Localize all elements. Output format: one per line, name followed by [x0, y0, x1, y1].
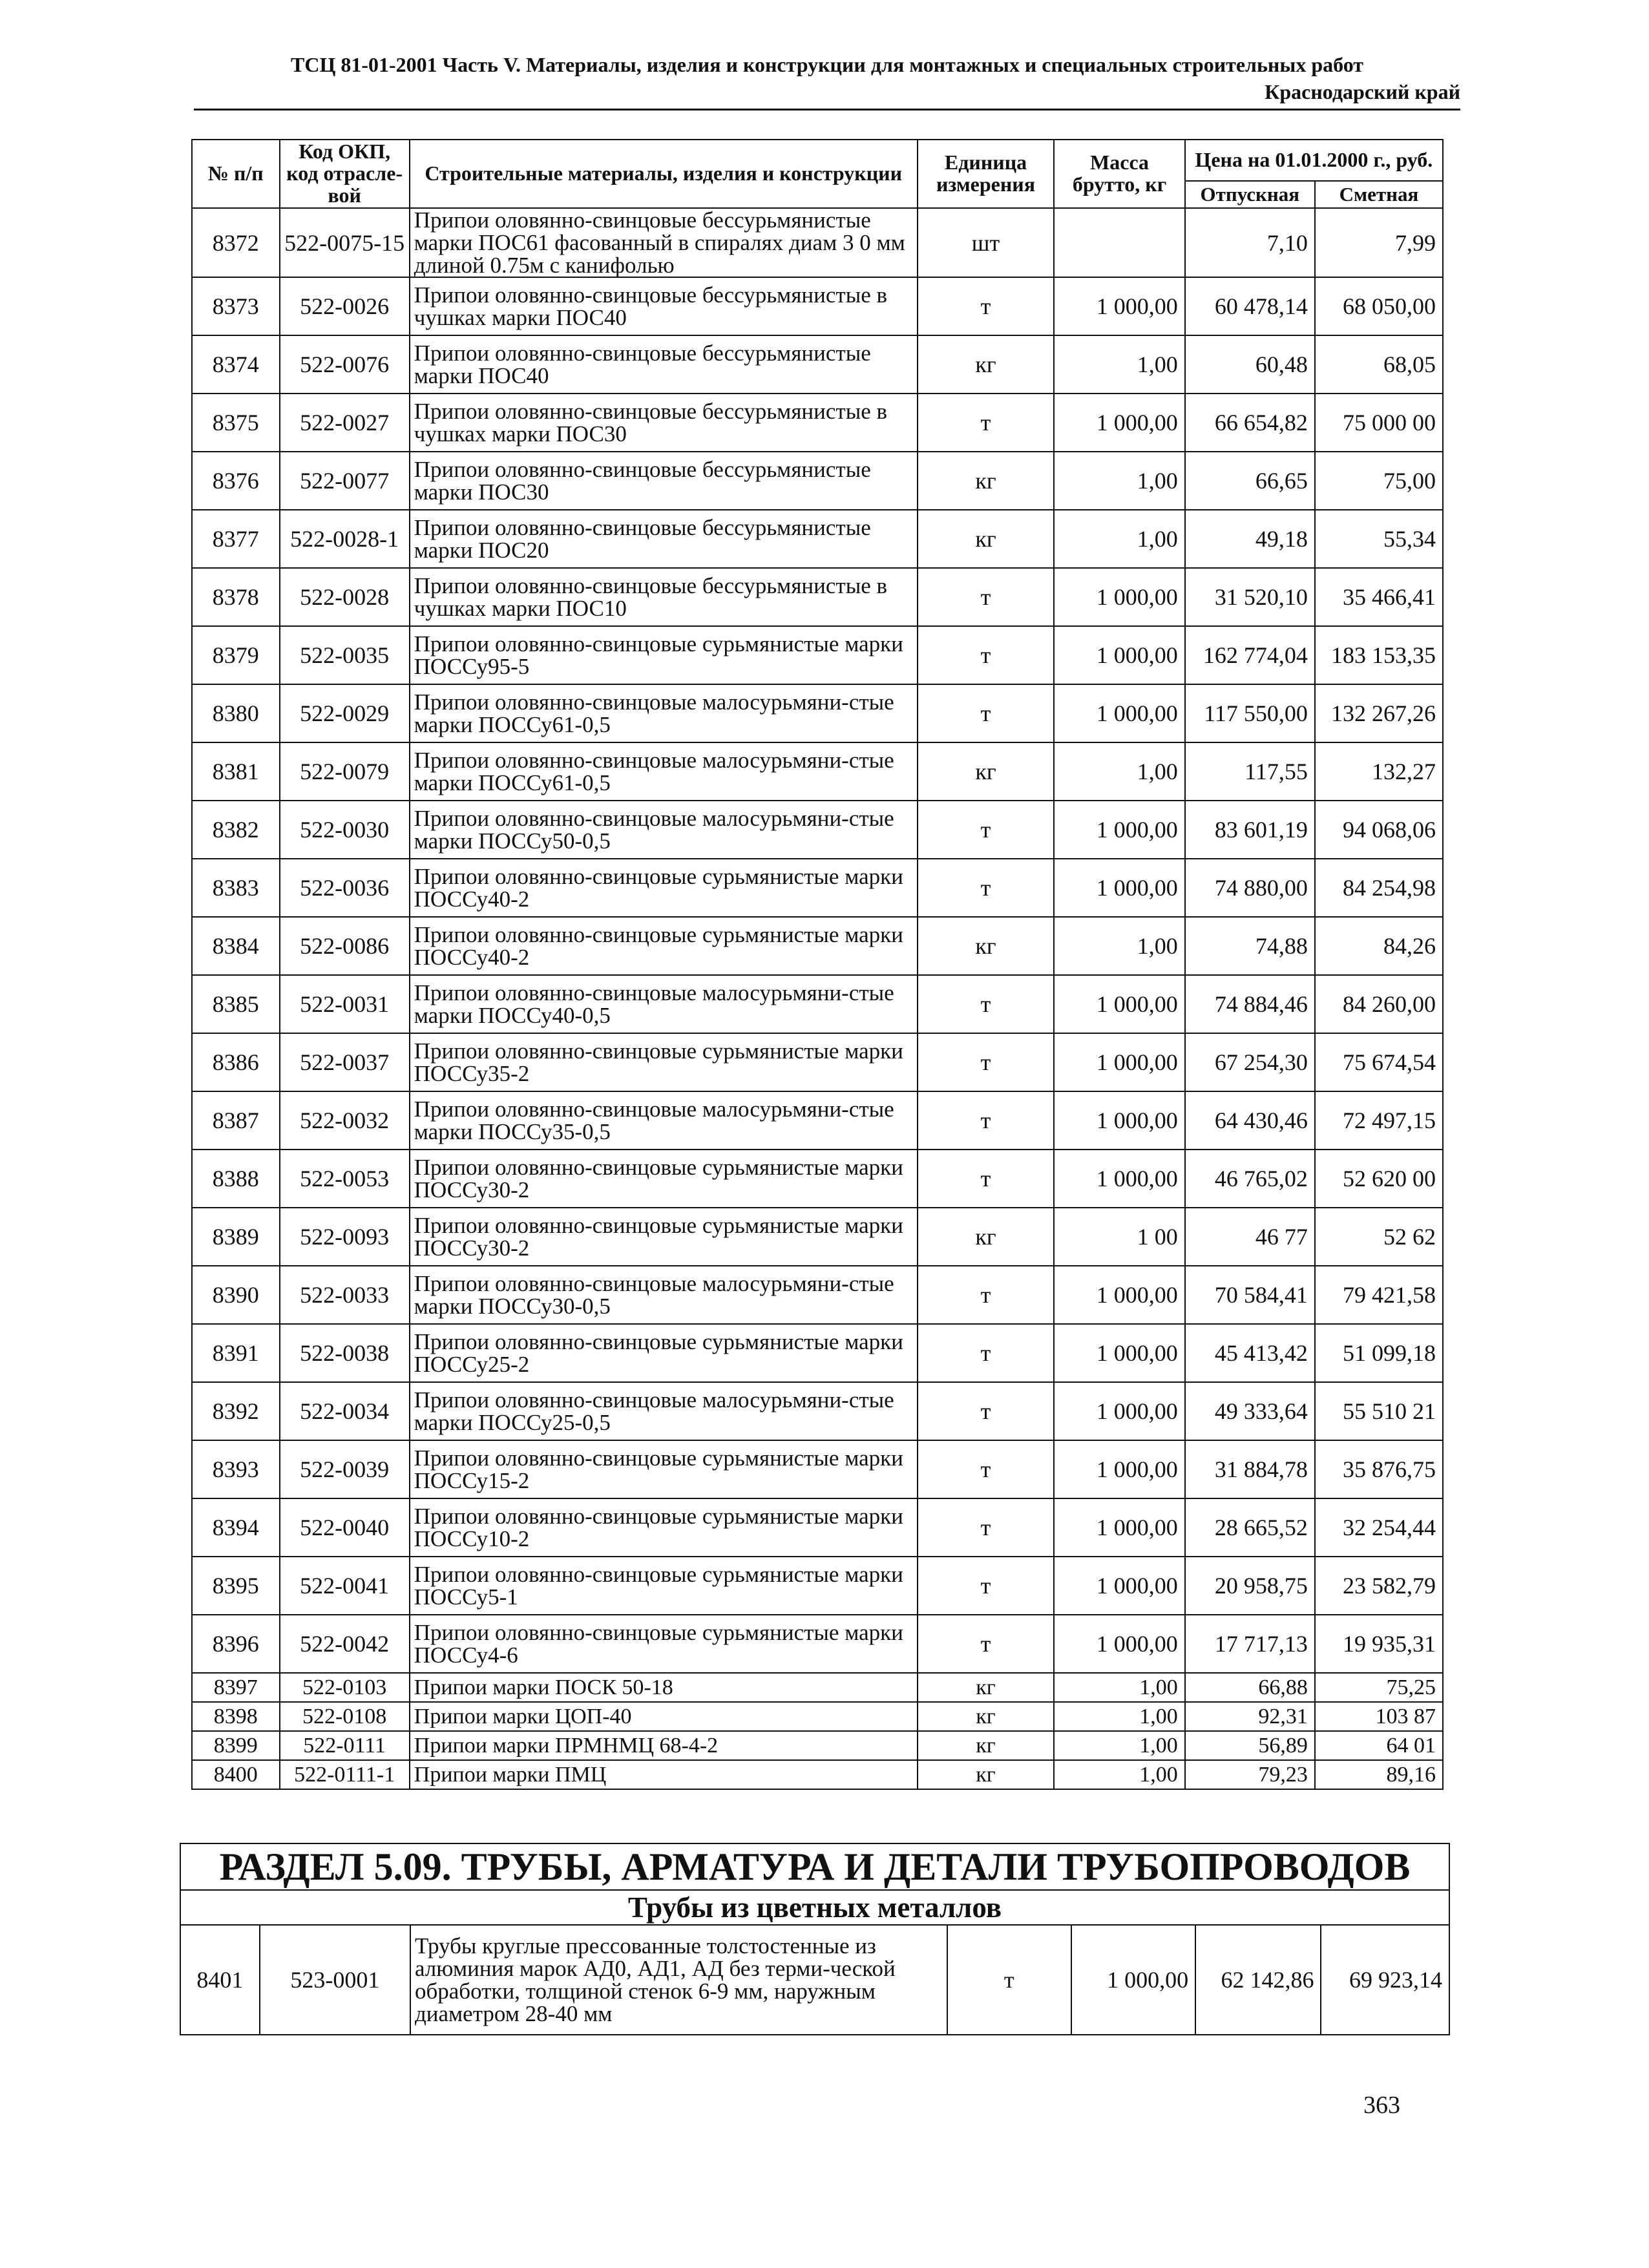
cell-unit: т	[947, 1925, 1071, 2035]
cell-code: 522-0041	[280, 1557, 410, 1615]
cell-release-price: 28 665,52	[1185, 1498, 1315, 1557]
cell-name: Припои оловянно-свинцовые малосурьмяни-стые марки ПОССу61-0,5	[410, 742, 918, 801]
cell-name: Припои оловянно-свинцовые бессурьмянистые в чушках марки ПОС30	[410, 394, 918, 452]
cell-name: Припои оловянно-свинцовые малосурьмяни-стые марки ПОССу30-0,5	[410, 1266, 918, 1324]
cell-estimate-price: 75,00	[1315, 452, 1443, 510]
cell-mass: 1 000,00	[1054, 975, 1184, 1033]
cell-release-price: 92,31	[1185, 1702, 1315, 1731]
table-row	[192, 568, 1443, 626]
cell-name: Припои оловянно-свинцовые сурьмянистые марки ПОССу35-2	[410, 1033, 918, 1091]
cell-mass: 1 000,00	[1054, 277, 1184, 335]
cell-unit: кг	[918, 1673, 1055, 1702]
cell-name: Припои оловянно-свинцовые малосурьмяни-стые марки ПОССу50-0,5	[410, 801, 918, 859]
table-row	[192, 1324, 1443, 1382]
cell-name: Припои оловянно-свинцовые сурьмянистые марки ПОССу15-2	[410, 1440, 918, 1498]
cell-unit: т	[918, 1033, 1055, 1091]
col-header-code: Код ОКП, код отрасле-вой	[280, 140, 410, 208]
cell-code: 522-0028-1	[280, 510, 410, 568]
cell-code: 522-0077	[280, 452, 410, 510]
cell-mass: 1 000,00	[1054, 568, 1184, 626]
cell-name: Припои оловянно-свинцовые сурьмянистые марки ПОССу4-6	[410, 1615, 918, 1673]
cell-num: 8377	[192, 510, 280, 568]
section-table	[180, 1843, 1450, 2035]
cell-name: Припои оловянно-свинцовые сурьмянистые марки ПОССу95-5	[410, 626, 918, 684]
cell-num: 8395	[192, 1557, 280, 1615]
cell-code: 522-0031	[280, 975, 410, 1033]
table-row	[192, 626, 1443, 684]
cell-mass: 1,00	[1054, 1702, 1184, 1731]
cell-unit: т	[918, 1150, 1055, 1208]
cell-release-price: 66 654,82	[1185, 394, 1315, 452]
table-row	[192, 684, 1443, 742]
cell-name: Припои марки ПОСК 50-18	[410, 1673, 918, 1702]
cell-name: Припои оловянно-свинцовые малосурьмяни-стые марки ПОССу35-0,5	[410, 1091, 918, 1150]
table-row	[192, 1033, 1443, 1091]
cell-estimate-price: 84,26	[1315, 917, 1443, 975]
cell-estimate-price: 68 050,00	[1315, 277, 1443, 335]
cell-unit: т	[918, 1557, 1055, 1615]
cell-mass	[1054, 208, 1184, 277]
cell-code: 522-0111-1	[280, 1760, 410, 1789]
cell-unit: т	[918, 1324, 1055, 1382]
cell-code: 522-0029	[280, 684, 410, 742]
cell-code: 522-0108	[280, 1702, 410, 1731]
cell-code: 522-0037	[280, 1033, 410, 1091]
cell-mass: 1 00	[1054, 1208, 1184, 1266]
cell-estimate-price: 89,16	[1315, 1760, 1443, 1789]
cell-num: 8380	[192, 684, 280, 742]
cell-name: Припои оловянно-свинцовые бессурьмянистые марки ПОС40	[410, 335, 918, 394]
cell-release-price: 56,89	[1185, 1731, 1315, 1760]
cell-name: Припои оловянно-свинцовые сурьмянистые марки ПОССу10-2	[410, 1498, 918, 1557]
cell-code: 522-0035	[280, 626, 410, 684]
table-row	[192, 1557, 1443, 1615]
cell-mass: 1,00	[1054, 510, 1184, 568]
cell-release-price: 62 142,86	[1195, 1925, 1321, 2035]
cell-code: 522-0030	[280, 801, 410, 859]
table-row	[192, 1091, 1443, 1150]
cell-estimate-price: 52 62	[1315, 1208, 1443, 1266]
cell-unit: т	[918, 1498, 1055, 1557]
cell-mass: 1 000,00	[1054, 1615, 1184, 1673]
cell-mass: 1,00	[1054, 917, 1184, 975]
cell-name: Припои оловянно-свинцовые бессурьмянистые марки ПОС20	[410, 510, 918, 568]
cell-name: Трубы круглые прессованные толстостенные из алюминия марок АД0, АД1, АД без терми-ческой обработки, толщиной стенок 6-9 мм, наружным диаметром 28-40 мм	[410, 1925, 947, 2035]
cell-code: 522-0032	[280, 1091, 410, 1150]
cell-mass: 1,00	[1054, 1731, 1184, 1760]
cell-mass: 1,00	[1054, 1760, 1184, 1789]
cell-unit: кг	[918, 1208, 1055, 1266]
cell-code: 522-0075-15	[280, 208, 410, 277]
cell-mass: 1 000,00	[1071, 1925, 1195, 2035]
cell-release-price: 66,65	[1185, 452, 1315, 510]
cell-num: 8391	[192, 1324, 280, 1382]
table-row	[192, 917, 1443, 975]
cell-name: Припои марки ЦОП-40	[410, 1702, 918, 1731]
cell-num: 8390	[192, 1266, 280, 1324]
header-rule	[194, 109, 1460, 110]
cell-name: Припои оловянно-свинцовые бессурьмянистые в чушках марки ПОС40	[410, 277, 918, 335]
cell-num: 8396	[192, 1615, 280, 1673]
cell-mass: 1 000,00	[1054, 626, 1184, 684]
cell-release-price: 49,18	[1185, 510, 1315, 568]
cell-unit: т	[918, 394, 1055, 452]
cell-estimate-price: 55,34	[1315, 510, 1443, 568]
cell-estimate-price: 68,05	[1315, 335, 1443, 394]
table-row	[192, 1266, 1443, 1324]
cell-num: 8386	[192, 1033, 280, 1091]
cell-mass: 1 000,00	[1054, 1440, 1184, 1498]
cell-code: 522-0093	[280, 1208, 410, 1266]
cell-num: 8385	[192, 975, 280, 1033]
section-title: РАЗДЕЛ 5.09. ТРУБЫ, АРМАТУРА И ДЕТАЛИ ТРУБОПРОВОДОВ	[180, 1843, 1449, 1890]
table-row	[192, 1440, 1443, 1498]
cell-num: 8375	[192, 394, 280, 452]
cell-unit: кг	[918, 1731, 1055, 1760]
cell-name: Припои оловянно-свинцовые сурьмянистые марки ПОССу30-2	[410, 1208, 918, 1266]
cell-mass: 1,00	[1054, 452, 1184, 510]
price-table	[191, 139, 1444, 1790]
cell-name: Припои оловянно-свинцовые малосурьмяни-стые марки ПОССу61-0,5	[410, 684, 918, 742]
cell-release-price: 74,88	[1185, 917, 1315, 975]
table-row	[192, 1760, 1443, 1789]
cell-mass: 1 000,00	[1054, 1324, 1184, 1382]
cell-code: 522-0076	[280, 335, 410, 394]
cell-code: 522-0026	[280, 277, 410, 335]
cell-release-price: 31 520,10	[1185, 568, 1315, 626]
cell-estimate-price: 23 582,79	[1315, 1557, 1443, 1615]
cell-mass: 1 000,00	[1054, 801, 1184, 859]
cell-release-price: 64 430,46	[1185, 1091, 1315, 1150]
cell-unit: т	[918, 1091, 1055, 1150]
cell-code: 522-0039	[280, 1440, 410, 1498]
cell-name: Припои оловянно-свинцовые бессурьмянистые в чушках марки ПОС10	[410, 568, 918, 626]
cell-unit: шт	[918, 208, 1055, 277]
cell-num: 8379	[192, 626, 280, 684]
cell-estimate-price: 75,25	[1315, 1673, 1443, 1702]
cell-mass: 1 000,00	[1054, 1266, 1184, 1324]
col-header-num: № п/п	[192, 140, 280, 208]
table-row	[192, 801, 1443, 859]
cell-unit: кг	[918, 742, 1055, 801]
cell-release-price: 31 884,78	[1185, 1440, 1315, 1498]
cell-estimate-price: 79 421,58	[1315, 1266, 1443, 1324]
table-row	[180, 1925, 1449, 2035]
page-number: 363	[1363, 2092, 1400, 2119]
cell-release-price: 49 333,64	[1185, 1382, 1315, 1440]
cell-num: 8376	[192, 452, 280, 510]
cell-unit: т	[918, 568, 1055, 626]
table-row	[192, 1731, 1443, 1760]
cell-name: Припои марки ПМЦ	[410, 1760, 918, 1789]
cell-release-price: 83 601,19	[1185, 801, 1315, 859]
table-row	[192, 975, 1443, 1033]
cell-num: 8398	[192, 1702, 280, 1731]
cell-unit: т	[918, 277, 1055, 335]
cell-mass: 1 000,00	[1054, 1382, 1184, 1440]
cell-estimate-price: 84 254,98	[1315, 859, 1443, 917]
cell-estimate-price: 132,27	[1315, 742, 1443, 801]
cell-mass: 1 000,00	[1054, 684, 1184, 742]
cell-mass: 1 000,00	[1054, 1150, 1184, 1208]
cell-release-price: 46 77	[1185, 1208, 1315, 1266]
cell-estimate-price: 94 068,06	[1315, 801, 1443, 859]
col-header-release: Отпускная	[1185, 181, 1315, 208]
cell-code: 522-0034	[280, 1382, 410, 1440]
cell-unit: т	[918, 1266, 1055, 1324]
cell-unit: т	[918, 801, 1055, 859]
cell-mass: 1 000,00	[1054, 1033, 1184, 1091]
cell-release-price: 74 884,46	[1185, 975, 1315, 1033]
cell-estimate-price: 72 497,15	[1315, 1091, 1443, 1150]
cell-estimate-price: 132 267,26	[1315, 684, 1443, 742]
cell-name: Припои оловянно-свинцовые бессурьмянистые марки ПОС61 фасованный в спиралях диам 3 0 мм длиной 0.75м с канифолью	[410, 208, 918, 277]
cell-release-price: 17 717,13	[1185, 1615, 1315, 1673]
cell-estimate-price: 64 01	[1315, 1731, 1443, 1760]
cell-num: 8373	[192, 277, 280, 335]
table-row	[192, 1615, 1443, 1673]
cell-mass: 1 000,00	[1054, 859, 1184, 917]
cell-unit: кг	[918, 1760, 1055, 1789]
cell-unit: т	[918, 684, 1055, 742]
cell-release-price: 117,55	[1185, 742, 1315, 801]
cell-code: 522-0038	[280, 1324, 410, 1382]
cell-estimate-price: 183 153,35	[1315, 626, 1443, 684]
cell-mass: 1,00	[1054, 1673, 1184, 1702]
cell-release-price: 7,10	[1185, 208, 1315, 277]
cell-code: 522-0111	[280, 1731, 410, 1760]
cell-name: Припои оловянно-свинцовые малосурьмяни-стые марки ПОССу25-0,5	[410, 1382, 918, 1440]
cell-code: 522-0033	[280, 1266, 410, 1324]
cell-estimate-price: 52 620 00	[1315, 1150, 1443, 1208]
cell-mass: 1,00	[1054, 742, 1184, 801]
cell-num: 8382	[192, 801, 280, 859]
document-header: ТСЦ 81-01-2001 Часть V. Материалы, изделия и конструкции для монтажных и специальных строительных работ	[290, 53, 1364, 76]
cell-code: 522-0027	[280, 394, 410, 452]
cell-release-price: 117 550,00	[1185, 684, 1315, 742]
cell-estimate-price: 32 254,44	[1315, 1498, 1443, 1557]
cell-code: 522-0053	[280, 1150, 410, 1208]
cell-code: 523-0001	[260, 1925, 410, 2035]
cell-name: Припои оловянно-свинцовые сурьмянистые марки ПОССу25-2	[410, 1324, 918, 1382]
cell-estimate-price: 55 510 21	[1315, 1382, 1443, 1440]
table-row	[192, 1702, 1443, 1731]
cell-release-price: 67 254,30	[1185, 1033, 1315, 1091]
cell-code: 522-0103	[280, 1673, 410, 1702]
cell-num: 8389	[192, 1208, 280, 1266]
cell-unit: кг	[918, 1702, 1055, 1731]
cell-num: 8378	[192, 568, 280, 626]
cell-mass: 1 000,00	[1054, 1498, 1184, 1557]
col-header-estimate: Сметная	[1315, 181, 1443, 208]
col-header-unit: Единица измерения	[918, 140, 1055, 208]
table-row	[192, 335, 1443, 394]
table-row	[192, 742, 1443, 801]
cell-estimate-price: 19 935,31	[1315, 1615, 1443, 1673]
table-row	[192, 277, 1443, 335]
table-row	[192, 394, 1443, 452]
cell-num: 8381	[192, 742, 280, 801]
cell-num: 8399	[192, 1731, 280, 1760]
cell-name: Припои оловянно-свинцовые малосурьмяни-стые марки ПОССу40-0,5	[410, 975, 918, 1033]
cell-release-price: 74 880,00	[1185, 859, 1315, 917]
cell-mass: 1 000,00	[1054, 1091, 1184, 1150]
cell-name: Припои оловянно-свинцовые сурьмянистые марки ПОССу30-2	[410, 1150, 918, 1208]
col-header-name: Строительные материалы, изделия и конструкции	[410, 140, 918, 208]
cell-num: 8392	[192, 1382, 280, 1440]
table-row	[192, 859, 1443, 917]
cell-unit: кг	[918, 452, 1055, 510]
cell-num: 8400	[192, 1760, 280, 1789]
cell-estimate-price: 35 466,41	[1315, 568, 1443, 626]
table-row	[192, 452, 1443, 510]
cell-num: 8372	[192, 208, 280, 277]
cell-num: 8374	[192, 335, 280, 394]
table-row	[192, 1150, 1443, 1208]
cell-unit: т	[918, 859, 1055, 917]
col-header-mass: Масса брутто, кг	[1054, 140, 1184, 208]
cell-unit: кг	[918, 917, 1055, 975]
cell-release-price: 46 765,02	[1185, 1150, 1315, 1208]
cell-unit: т	[918, 626, 1055, 684]
cell-num: 8383	[192, 859, 280, 917]
cell-release-price: 20 958,75	[1185, 1557, 1315, 1615]
section-subtitle: Трубы из цветных металлов	[180, 1890, 1449, 1925]
cell-name: Припои оловянно-свинцовые сурьмянистые марки ПОССу40-2	[410, 917, 918, 975]
cell-code: 522-0028	[280, 568, 410, 626]
region-label: Краснодарский край	[1265, 80, 1460, 103]
cell-name: Припои оловянно-свинцовые сурьмянистые марки ПОССу40-2	[410, 859, 918, 917]
cell-unit: кг	[918, 335, 1055, 394]
cell-unit: кг	[918, 510, 1055, 568]
col-header-price: Цена на 01.01.2000 г., руб.	[1185, 140, 1443, 181]
cell-mass: 1 000,00	[1054, 1557, 1184, 1615]
cell-estimate-price: 75 674,54	[1315, 1033, 1443, 1091]
table-row	[192, 510, 1443, 568]
cell-num: 8388	[192, 1150, 280, 1208]
cell-estimate-price: 7,99	[1315, 208, 1443, 277]
cell-code: 522-0040	[280, 1498, 410, 1557]
cell-code: 522-0079	[280, 742, 410, 801]
cell-release-price: 60 478,14	[1185, 277, 1315, 335]
cell-unit: т	[918, 1382, 1055, 1440]
cell-release-price: 60,48	[1185, 335, 1315, 394]
cell-estimate-price: 103 87	[1315, 1702, 1443, 1731]
cell-release-price: 66,88	[1185, 1673, 1315, 1702]
cell-mass: 1 000,00	[1054, 394, 1184, 452]
cell-estimate-price: 84 260,00	[1315, 975, 1443, 1033]
cell-num: 8394	[192, 1498, 280, 1557]
cell-unit: т	[918, 975, 1055, 1033]
cell-release-price: 45 413,42	[1185, 1324, 1315, 1382]
cell-estimate-price: 51 099,18	[1315, 1324, 1443, 1382]
cell-mass: 1,00	[1054, 335, 1184, 394]
cell-num: 8397	[192, 1673, 280, 1702]
cell-num: 8401	[180, 1925, 260, 2035]
cell-release-price: 162 774,04	[1185, 626, 1315, 684]
cell-code: 522-0036	[280, 859, 410, 917]
cell-unit: т	[918, 1615, 1055, 1673]
cell-code: 522-0086	[280, 917, 410, 975]
cell-code: 522-0042	[280, 1615, 410, 1673]
cell-estimate-price: 75 000 00	[1315, 394, 1443, 452]
cell-num: 8384	[192, 917, 280, 975]
table-row	[192, 1498, 1443, 1557]
cell-name: Припои оловянно-свинцовые сурьмянистые марки ПОССу5-1	[410, 1557, 918, 1615]
cell-release-price: 70 584,41	[1185, 1266, 1315, 1324]
cell-release-price: 79,23	[1185, 1760, 1315, 1789]
table-row	[192, 1208, 1443, 1266]
cell-num: 8387	[192, 1091, 280, 1150]
table-row	[192, 1382, 1443, 1440]
cell-name: Припои марки ПРМНМЦ 68-4-2	[410, 1731, 918, 1760]
cell-estimate-price: 35 876,75	[1315, 1440, 1443, 1498]
table-row	[192, 1673, 1443, 1702]
cell-num: 8393	[192, 1440, 280, 1498]
table-row	[192, 208, 1443, 277]
cell-name: Припои оловянно-свинцовые бессурьмянистые марки ПОС30	[410, 452, 918, 510]
cell-estimate-price: 69 923,14	[1321, 1925, 1449, 2035]
cell-unit: т	[918, 1440, 1055, 1498]
